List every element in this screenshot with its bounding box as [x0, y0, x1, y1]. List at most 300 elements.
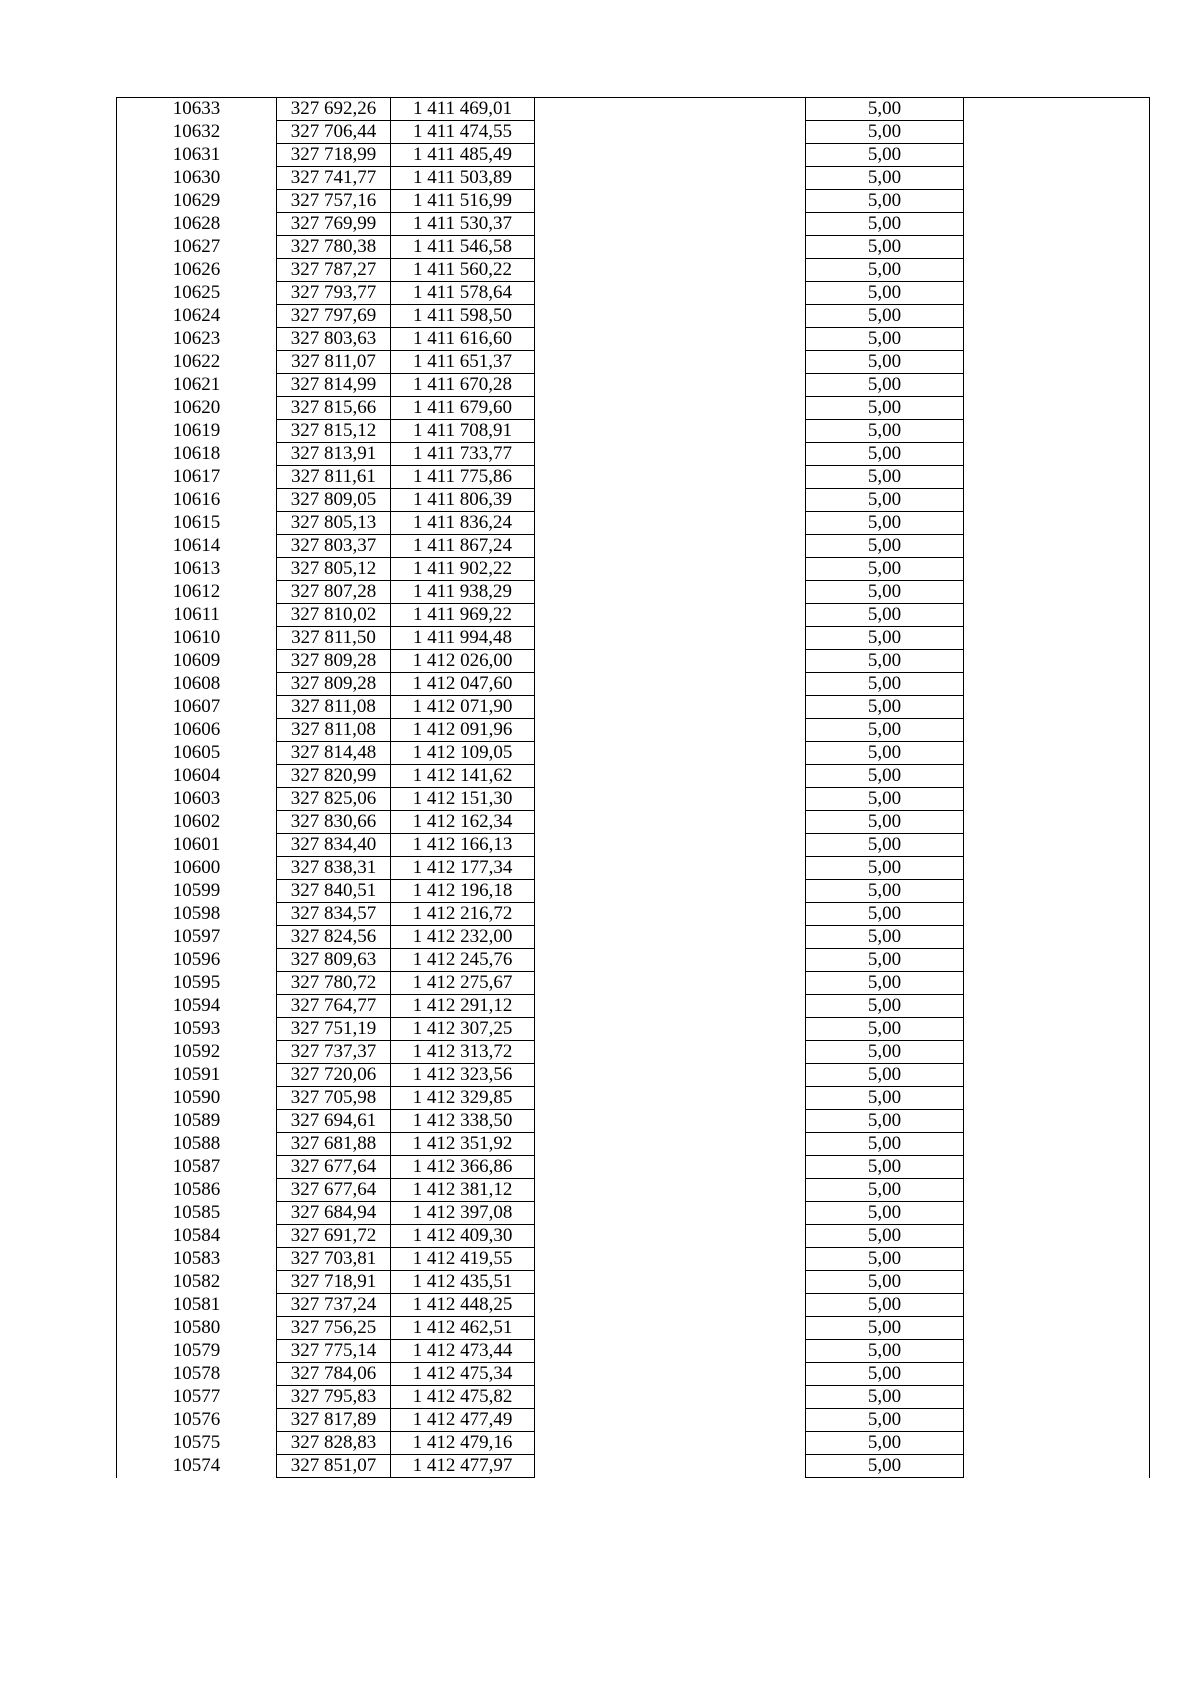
- note-cell: [964, 144, 1150, 167]
- empty-cell: [535, 1064, 806, 1087]
- accuracy-cell: 5,00: [806, 374, 964, 397]
- accuracy-cell: 5,00: [806, 1409, 964, 1432]
- x-coordinate-cell: 327 692,26: [277, 98, 391, 121]
- y-coordinate-cell: 1 412 462,51: [391, 1317, 535, 1340]
- table-row: [117, 1202, 1150, 1225]
- x-coordinate-cell: 327 814,48: [277, 742, 391, 765]
- note-cell: [964, 834, 1150, 857]
- note-cell: [964, 1248, 1150, 1271]
- y-coordinate-cell: 1 412 323,56: [391, 1064, 535, 1087]
- x-coordinate-cell: 327 720,06: [277, 1064, 391, 1087]
- point-number-cell: 10597: [117, 926, 277, 949]
- x-coordinate-cell: 327 764,77: [277, 995, 391, 1018]
- table-row: [117, 443, 1150, 466]
- accuracy-cell: 5,00: [806, 857, 964, 880]
- x-coordinate-cell: 327 703,81: [277, 1248, 391, 1271]
- accuracy-cell: 5,00: [806, 811, 964, 834]
- y-coordinate-cell: 1 412 141,62: [391, 765, 535, 788]
- empty-cell: [535, 98, 806, 121]
- note-cell: [964, 351, 1150, 374]
- point-number-cell: 10619: [117, 420, 277, 443]
- y-coordinate-cell: 1 411 598,50: [391, 305, 535, 328]
- x-coordinate-cell: 327 809,63: [277, 949, 391, 972]
- point-number-cell: 10609: [117, 650, 277, 673]
- x-coordinate-cell: 327 820,99: [277, 765, 391, 788]
- y-coordinate-cell: 1 412 307,25: [391, 1018, 535, 1041]
- empty-cell: [535, 512, 806, 535]
- point-number-cell: 10591: [117, 1064, 277, 1087]
- empty-cell: [535, 788, 806, 811]
- point-number-cell: 10590: [117, 1087, 277, 1110]
- y-coordinate-cell: 1 412 091,96: [391, 719, 535, 742]
- x-coordinate-cell: 327 810,02: [277, 604, 391, 627]
- empty-cell: [535, 1179, 806, 1202]
- table-row: [117, 880, 1150, 903]
- table-row: [117, 949, 1150, 972]
- y-coordinate-cell: 1 412 479,16: [391, 1432, 535, 1455]
- accuracy-cell: 5,00: [806, 1455, 964, 1478]
- point-number-cell: 10583: [117, 1248, 277, 1271]
- accuracy-cell: 5,00: [806, 1018, 964, 1041]
- x-coordinate-cell: 327 809,05: [277, 489, 391, 512]
- note-cell: [964, 949, 1150, 972]
- y-coordinate-cell: 1 411 651,37: [391, 351, 535, 374]
- y-coordinate-cell: 1 412 351,92: [391, 1133, 535, 1156]
- point-number-cell: 10589: [117, 1110, 277, 1133]
- y-coordinate-cell: 1 411 560,22: [391, 259, 535, 282]
- empty-cell: [535, 742, 806, 765]
- y-coordinate-cell: 1 411 836,24: [391, 512, 535, 535]
- x-coordinate-cell: 327 705,98: [277, 1087, 391, 1110]
- y-coordinate-cell: 1 411 733,77: [391, 443, 535, 466]
- table-row: [117, 374, 1150, 397]
- table-row: [117, 627, 1150, 650]
- x-coordinate-cell: 327 780,38: [277, 236, 391, 259]
- accuracy-cell: 5,00: [806, 1386, 964, 1409]
- x-coordinate-cell: 327 706,44: [277, 121, 391, 144]
- y-coordinate-cell: 1 411 938,29: [391, 581, 535, 604]
- point-number-cell: 10621: [117, 374, 277, 397]
- accuracy-cell: 5,00: [806, 1294, 964, 1317]
- point-number-cell: 10625: [117, 282, 277, 305]
- empty-cell: [535, 1087, 806, 1110]
- accuracy-cell: 5,00: [806, 1110, 964, 1133]
- note-cell: [964, 1455, 1150, 1478]
- y-coordinate-cell: 1 412 071,90: [391, 696, 535, 719]
- x-coordinate-cell: 327 815,12: [277, 420, 391, 443]
- note-cell: [964, 558, 1150, 581]
- empty-cell: [535, 1156, 806, 1179]
- accuracy-cell: 5,00: [806, 259, 964, 282]
- coordinates-table-body: [117, 98, 1150, 1478]
- point-number-cell: 10623: [117, 328, 277, 351]
- accuracy-cell: 5,00: [806, 282, 964, 305]
- x-coordinate-cell: 327 811,61: [277, 466, 391, 489]
- y-coordinate-cell: 1 411 530,37: [391, 213, 535, 236]
- y-coordinate-cell: 1 412 291,12: [391, 995, 535, 1018]
- point-number-cell: 10600: [117, 857, 277, 880]
- accuracy-cell: 5,00: [806, 397, 964, 420]
- table-row: [117, 834, 1150, 857]
- accuracy-cell: 5,00: [806, 926, 964, 949]
- x-coordinate-cell: 327 691,72: [277, 1225, 391, 1248]
- table-row: [117, 650, 1150, 673]
- accuracy-cell: 5,00: [806, 765, 964, 788]
- table-row: [117, 604, 1150, 627]
- x-coordinate-cell: 327 809,28: [277, 650, 391, 673]
- y-coordinate-cell: 1 411 679,60: [391, 397, 535, 420]
- table-row: [117, 328, 1150, 351]
- y-coordinate-cell: 1 411 867,24: [391, 535, 535, 558]
- accuracy-cell: 5,00: [806, 190, 964, 213]
- point-number-cell: 10585: [117, 1202, 277, 1225]
- note-cell: [964, 1363, 1150, 1386]
- table-row: [117, 535, 1150, 558]
- empty-cell: [535, 696, 806, 719]
- empty-cell: [535, 903, 806, 926]
- table-row: [117, 1271, 1150, 1294]
- point-number-cell: 10601: [117, 834, 277, 857]
- empty-cell: [535, 1202, 806, 1225]
- note-cell: [964, 696, 1150, 719]
- table-row: [117, 903, 1150, 926]
- empty-cell: [535, 190, 806, 213]
- y-coordinate-cell: 1 412 475,82: [391, 1386, 535, 1409]
- note-cell: [964, 972, 1150, 995]
- point-number-cell: 10602: [117, 811, 277, 834]
- note-cell: [964, 535, 1150, 558]
- accuracy-cell: 5,00: [806, 972, 964, 995]
- y-coordinate-cell: 1 412 216,72: [391, 903, 535, 926]
- y-coordinate-cell: 1 411 469,01: [391, 98, 535, 121]
- x-coordinate-cell: 327 757,16: [277, 190, 391, 213]
- empty-cell: [535, 811, 806, 834]
- table-row: [117, 1133, 1150, 1156]
- y-coordinate-cell: 1 412 473,44: [391, 1340, 535, 1363]
- point-number-cell: 10627: [117, 236, 277, 259]
- empty-cell: [535, 972, 806, 995]
- point-number-cell: 10595: [117, 972, 277, 995]
- accuracy-cell: 5,00: [806, 903, 964, 926]
- note-cell: [964, 1133, 1150, 1156]
- point-number-cell: 10626: [117, 259, 277, 282]
- empty-cell: [535, 144, 806, 167]
- y-coordinate-cell: 1 412 477,97: [391, 1455, 535, 1478]
- table-row: [117, 1340, 1150, 1363]
- accuracy-cell: 5,00: [806, 650, 964, 673]
- y-coordinate-cell: 1 411 670,28: [391, 374, 535, 397]
- x-coordinate-cell: 327 677,64: [277, 1156, 391, 1179]
- point-number-cell: 10615: [117, 512, 277, 535]
- point-number-cell: 10598: [117, 903, 277, 926]
- table-row: [117, 972, 1150, 995]
- point-number-cell: 10577: [117, 1386, 277, 1409]
- y-coordinate-cell: 1 411 546,58: [391, 236, 535, 259]
- note-cell: [964, 1317, 1150, 1340]
- note-cell: [964, 1179, 1150, 1202]
- empty-cell: [535, 282, 806, 305]
- note-cell: [964, 1156, 1150, 1179]
- empty-cell: [535, 259, 806, 282]
- table-row: [117, 397, 1150, 420]
- y-coordinate-cell: 1 412 435,51: [391, 1271, 535, 1294]
- point-number-cell: 10596: [117, 949, 277, 972]
- empty-cell: [535, 1340, 806, 1363]
- accuracy-cell: 5,00: [806, 420, 964, 443]
- accuracy-cell: 5,00: [806, 1271, 964, 1294]
- note-cell: [964, 1294, 1150, 1317]
- note-cell: [964, 581, 1150, 604]
- empty-cell: [535, 650, 806, 673]
- note-cell: [964, 857, 1150, 880]
- note-cell: [964, 1271, 1150, 1294]
- accuracy-cell: 5,00: [806, 627, 964, 650]
- point-number-cell: 10586: [117, 1179, 277, 1202]
- empty-cell: [535, 1041, 806, 1064]
- empty-cell: [535, 604, 806, 627]
- x-coordinate-cell: 327 834,40: [277, 834, 391, 857]
- empty-cell: [535, 328, 806, 351]
- x-coordinate-cell: 327 815,66: [277, 397, 391, 420]
- accuracy-cell: 5,00: [806, 328, 964, 351]
- y-coordinate-cell: 1 412 338,50: [391, 1110, 535, 1133]
- empty-cell: [535, 995, 806, 1018]
- note-cell: [964, 213, 1150, 236]
- table-row: [117, 305, 1150, 328]
- table-row: [117, 190, 1150, 213]
- empty-cell: [535, 1110, 806, 1133]
- y-coordinate-cell: 1 412 366,86: [391, 1156, 535, 1179]
- point-number-cell: 10622: [117, 351, 277, 374]
- table-row: [117, 926, 1150, 949]
- y-coordinate-cell: 1 412 196,18: [391, 880, 535, 903]
- note-cell: [964, 1018, 1150, 1041]
- x-coordinate-cell: 327 756,25: [277, 1317, 391, 1340]
- table-row: [117, 1225, 1150, 1248]
- point-number-cell: 10579: [117, 1340, 277, 1363]
- y-coordinate-cell: 1 412 419,55: [391, 1248, 535, 1271]
- empty-cell: [535, 420, 806, 443]
- y-coordinate-cell: 1 412 275,67: [391, 972, 535, 995]
- empty-cell: [535, 1271, 806, 1294]
- point-number-cell: 10616: [117, 489, 277, 512]
- note-cell: [964, 719, 1150, 742]
- x-coordinate-cell: 327 787,27: [277, 259, 391, 282]
- y-coordinate-cell: 1 411 806,39: [391, 489, 535, 512]
- x-coordinate-cell: 327 751,19: [277, 1018, 391, 1041]
- note-cell: [964, 466, 1150, 489]
- empty-cell: [535, 581, 806, 604]
- note-cell: [964, 1340, 1150, 1363]
- point-number-cell: 10614: [117, 535, 277, 558]
- empty-cell: [535, 167, 806, 190]
- table-row: [117, 1248, 1150, 1271]
- y-coordinate-cell: 1 412 477,49: [391, 1409, 535, 1432]
- point-number-cell: 10607: [117, 696, 277, 719]
- accuracy-cell: 5,00: [806, 1179, 964, 1202]
- note-cell: [964, 259, 1150, 282]
- accuracy-cell: 5,00: [806, 1340, 964, 1363]
- point-number-cell: 10606: [117, 719, 277, 742]
- y-coordinate-cell: 1 412 177,34: [391, 857, 535, 880]
- x-coordinate-cell: 327 737,37: [277, 1041, 391, 1064]
- accuracy-cell: 5,00: [806, 788, 964, 811]
- table-row: [117, 788, 1150, 811]
- point-number-cell: 10599: [117, 880, 277, 903]
- point-number-cell: 10624: [117, 305, 277, 328]
- accuracy-cell: 5,00: [806, 213, 964, 236]
- table-row: [117, 995, 1150, 1018]
- point-number-cell: 10580: [117, 1317, 277, 1340]
- empty-cell: [535, 558, 806, 581]
- note-cell: [964, 811, 1150, 834]
- point-number-cell: 10582: [117, 1271, 277, 1294]
- empty-cell: [535, 213, 806, 236]
- accuracy-cell: 5,00: [806, 351, 964, 374]
- note-cell: [964, 98, 1150, 121]
- note-cell: [964, 650, 1150, 673]
- note-cell: [964, 282, 1150, 305]
- x-coordinate-cell: 327 814,99: [277, 374, 391, 397]
- note-cell: [964, 1432, 1150, 1455]
- note-cell: [964, 443, 1150, 466]
- note-cell: [964, 1409, 1150, 1432]
- point-number-cell: 10611: [117, 604, 277, 627]
- accuracy-cell: 5,00: [806, 742, 964, 765]
- x-coordinate-cell: 327 807,28: [277, 581, 391, 604]
- note-cell: [964, 420, 1150, 443]
- x-coordinate-cell: 327 811,50: [277, 627, 391, 650]
- empty-cell: [535, 1248, 806, 1271]
- point-number-cell: 10613: [117, 558, 277, 581]
- empty-cell: [535, 1432, 806, 1455]
- point-number-cell: 10628: [117, 213, 277, 236]
- x-coordinate-cell: 327 834,57: [277, 903, 391, 926]
- table-row: [117, 466, 1150, 489]
- x-coordinate-cell: 327 797,69: [277, 305, 391, 328]
- table-row: [117, 213, 1150, 236]
- note-cell: [964, 627, 1150, 650]
- point-number-cell: 10632: [117, 121, 277, 144]
- table-row: [117, 1064, 1150, 1087]
- point-number-cell: 10592: [117, 1041, 277, 1064]
- note-cell: [964, 121, 1150, 144]
- accuracy-cell: 5,00: [806, 236, 964, 259]
- x-coordinate-cell: 327 838,31: [277, 857, 391, 880]
- y-coordinate-cell: 1 411 474,55: [391, 121, 535, 144]
- accuracy-cell: 5,00: [806, 673, 964, 696]
- accuracy-cell: 5,00: [806, 1087, 964, 1110]
- table-row: [117, 121, 1150, 144]
- accuracy-cell: 5,00: [806, 995, 964, 1018]
- table-row: [117, 1432, 1150, 1455]
- empty-cell: [535, 351, 806, 374]
- table-row: [117, 765, 1150, 788]
- x-coordinate-cell: 327 795,83: [277, 1386, 391, 1409]
- y-coordinate-cell: 1 411 616,60: [391, 328, 535, 351]
- point-number-cell: 10584: [117, 1225, 277, 1248]
- accuracy-cell: 5,00: [806, 305, 964, 328]
- x-coordinate-cell: 327 825,06: [277, 788, 391, 811]
- accuracy-cell: 5,00: [806, 167, 964, 190]
- table-row: [117, 1087, 1150, 1110]
- point-number-cell: 10588: [117, 1133, 277, 1156]
- table-row: [117, 1294, 1150, 1317]
- empty-cell: [535, 466, 806, 489]
- point-number-cell: 10630: [117, 167, 277, 190]
- x-coordinate-cell: 327 737,24: [277, 1294, 391, 1317]
- table-row: [117, 857, 1150, 880]
- note-cell: [964, 604, 1150, 627]
- accuracy-cell: 5,00: [806, 512, 964, 535]
- note-cell: [964, 995, 1150, 1018]
- point-number-cell: 10574: [117, 1455, 277, 1478]
- point-number-cell: 10604: [117, 765, 277, 788]
- table-row: [117, 1018, 1150, 1041]
- table-row: [117, 236, 1150, 259]
- accuracy-cell: 5,00: [806, 604, 964, 627]
- x-coordinate-cell: 327 775,14: [277, 1340, 391, 1363]
- empty-cell: [535, 926, 806, 949]
- empty-cell: [535, 535, 806, 558]
- x-coordinate-cell: 327 805,12: [277, 558, 391, 581]
- note-cell: [964, 673, 1150, 696]
- point-number-cell: 10631: [117, 144, 277, 167]
- table-row: [117, 1041, 1150, 1064]
- note-cell: [964, 1225, 1150, 1248]
- empty-cell: [535, 1409, 806, 1432]
- x-coordinate-cell: 327 824,56: [277, 926, 391, 949]
- point-number-cell: 10629: [117, 190, 277, 213]
- x-coordinate-cell: 327 851,07: [277, 1455, 391, 1478]
- note-cell: [964, 397, 1150, 420]
- point-number-cell: 10612: [117, 581, 277, 604]
- table-row: [117, 1156, 1150, 1179]
- point-number-cell: 10578: [117, 1363, 277, 1386]
- y-coordinate-cell: 1 411 708,91: [391, 420, 535, 443]
- empty-cell: [535, 673, 806, 696]
- empty-cell: [535, 880, 806, 903]
- accuracy-cell: 5,00: [806, 1317, 964, 1340]
- point-number-cell: 10576: [117, 1409, 277, 1432]
- y-coordinate-cell: 1 412 329,85: [391, 1087, 535, 1110]
- point-number-cell: 10633: [117, 98, 277, 121]
- table-row: [117, 1179, 1150, 1202]
- x-coordinate-cell: 327 793,77: [277, 282, 391, 305]
- coordinates-table: [116, 97, 1150, 1478]
- note-cell: [964, 305, 1150, 328]
- accuracy-cell: 5,00: [806, 466, 964, 489]
- note-cell: [964, 1041, 1150, 1064]
- accuracy-cell: 5,00: [806, 121, 964, 144]
- y-coordinate-cell: 1 412 232,00: [391, 926, 535, 949]
- empty-cell: [535, 305, 806, 328]
- empty-cell: [535, 1386, 806, 1409]
- empty-cell: [535, 489, 806, 512]
- table-row: [117, 144, 1150, 167]
- accuracy-cell: 5,00: [806, 489, 964, 512]
- x-coordinate-cell: 327 813,91: [277, 443, 391, 466]
- accuracy-cell: 5,00: [806, 1363, 964, 1386]
- note-cell: [964, 1087, 1150, 1110]
- accuracy-cell: 5,00: [806, 1156, 964, 1179]
- empty-cell: [535, 857, 806, 880]
- y-coordinate-cell: 1 411 902,22: [391, 558, 535, 581]
- table-row: [117, 558, 1150, 581]
- x-coordinate-cell: 327 780,72: [277, 972, 391, 995]
- accuracy-cell: 5,00: [806, 1133, 964, 1156]
- x-coordinate-cell: 327 811,08: [277, 719, 391, 742]
